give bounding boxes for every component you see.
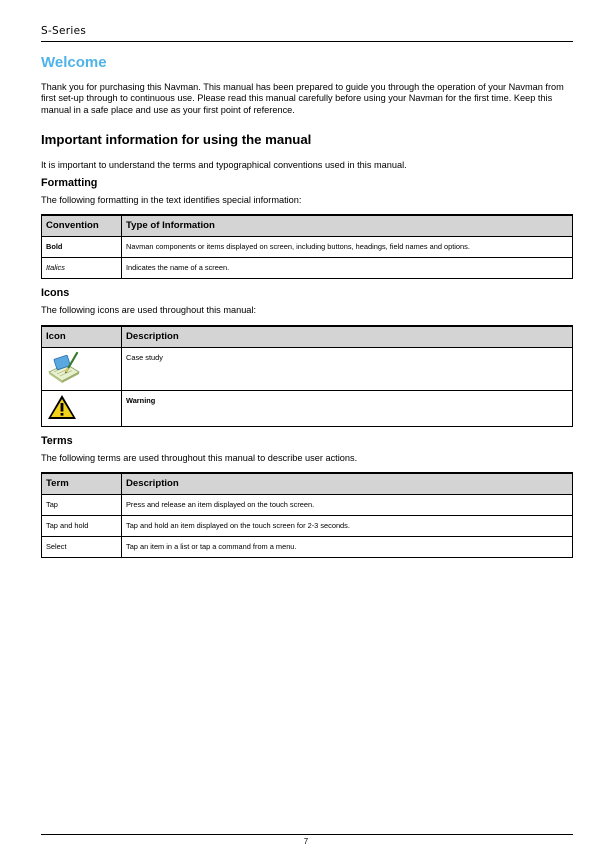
term-cell: Tap and hold — [42, 516, 122, 537]
important-intro: It is important to understand the terms and typographical conventions used in this manual. — [41, 159, 407, 170]
icons-table — [41, 325, 573, 427]
description-cell: Tap and hold an item displayed on the touch screen for 2-3 seconds. — [122, 516, 573, 537]
table-row — [42, 347, 573, 390]
table-header-row — [42, 473, 573, 495]
description-cell: Press and release an item displayed on the touch screen. — [122, 495, 573, 516]
description-cell: Warning — [122, 390, 573, 426]
case-study-icon — [46, 350, 82, 384]
terms-table — [41, 472, 573, 558]
terms-heading: Terms — [41, 434, 73, 447]
page-number: 7 — [303, 837, 309, 846]
description-cell: Tap an item in a list or tap a command from a menu. — [122, 537, 573, 558]
important-heading: Important information for using the manual — [41, 131, 312, 147]
page-content — [41, 54, 574, 566]
column-header: Term — [42, 473, 122, 495]
convention-cell: Italics — [42, 258, 122, 279]
icon-cell — [42, 390, 122, 426]
footer-rule — [41, 834, 573, 835]
formatting-lead: The following formatting in the text identifies special information: — [41, 195, 302, 206]
welcome-heading: Welcome — [41, 54, 107, 71]
term-cell: Tap — [42, 495, 122, 516]
column-header: Icon — [42, 326, 122, 348]
running-header: S-Series — [41, 25, 87, 37]
column-header: Description — [122, 473, 573, 495]
terms-lead: The following terms are used throughout this manual to describe user actions. — [41, 452, 358, 463]
header-rule — [41, 41, 573, 42]
column-header: Convention — [42, 215, 122, 237]
table-row — [42, 537, 573, 558]
column-header: Description — [122, 326, 573, 348]
icons-heading: Icons — [41, 287, 70, 300]
icon-cell — [42, 347, 122, 390]
term-cell: Select — [42, 537, 122, 558]
formatting-heading: Formatting — [41, 177, 98, 190]
table-header-row — [42, 326, 573, 348]
info-cell: Navman components or items displayed on screen, including buttons, headings, field names and options. — [122, 237, 573, 258]
table-row — [42, 390, 573, 426]
info-cell: Indicates the name of a screen. — [122, 258, 573, 279]
table-row — [42, 516, 573, 537]
table-row — [42, 258, 573, 279]
description-cell: Case study — [122, 347, 573, 390]
warning-icon — [46, 393, 78, 421]
icons-lead: The following icons are used throughout this manual: — [41, 305, 257, 316]
formatting-table — [41, 214, 573, 279]
column-header: Type of Information — [122, 215, 573, 237]
table-header-row — [42, 215, 573, 237]
welcome-intro: Thank you for purchasing this Navman. This manual has been prepared to guide you through the operation of your Navman from first set-up through to continuous use. Please read this manual carefully before using your Navman for the first time. Keep this manual in a safe place and use as your first point of reference. — [41, 82, 564, 115]
table-row — [42, 237, 573, 258]
table-row — [42, 495, 573, 516]
convention-cell: Bold — [42, 237, 122, 258]
